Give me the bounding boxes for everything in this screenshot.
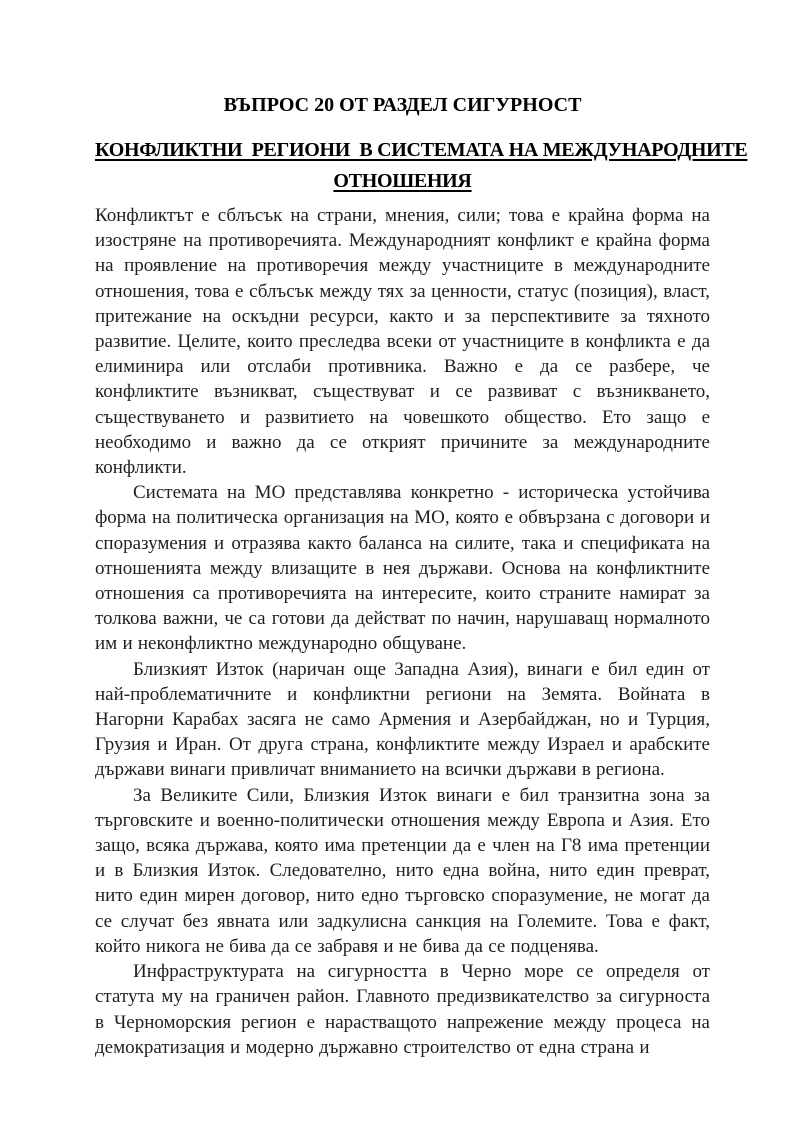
paragraph-middle-east: Близкият Изток (наричан още Западна Азия), винаги е бил един от най-проблематичните и конфликтни региони на Земята. Войната в Нагорни Карабах засяга не само Армения и Азербайджан, но и Турция, Грузия и Иран. От друга страна, конфликтите между Израел и арабските държави винаги привличат вниманието на всички държави в региона. <box>95 658 710 781</box>
paragraph-mo-system: Системата на МО представлява конкретно - историческа устойчива форма на политическа организация на МО, която е обвързана с договори и споразумения и отразява както баланса на силите, така и спецификата на отношенията между влизащите в нея държави. Основа на конфликтните отношения са противоречията на интересите, които страните намират за толкова важни, че са готови да действат по начин, нарушаващ нормалното им и неконфликтно международно общуване. <box>95 482 710 655</box>
document-heading-line2: ОТНОШЕНИЯ <box>333 170 472 192</box>
document-heading <box>95 135 748 197</box>
document-heading-line1: КОНФЛИКТНИ РЕГИОНИ В СИСТЕМАТА НА МЕЖДУНАРОДНИТЕ <box>95 139 748 161</box>
paragraph-black-sea-security: Инфраструктурата на сигурността в Черно море се определя от статута му на граничен район. Главното предизвикателство за сигурноста в Черноморския регион е нарастващото напрежение между процеса на демократизация и модерно държавно строителство от една страна и <box>95 961 710 1058</box>
paragraph-conflict-definition: Конфликтът е сблъсък на страни, мнения, сили; това е крайна форма на изостряне на противоречията. Международният конфликт е крайна форма на проявление на противоречия между участниците в международните отношения, това е сблъсък между тях за ценности, статус (позиция), власт, притежание на оскъдни ресурси, както и за перспективите за тяхното развитие. Целите, които преследва всеки от участниците в конфликта е да елиминира или отслаби противника. Важно е да се разбере, че конфликтите възникват, съществуват и се развиват с възникването, съществуването и развитието на човешкото общество. Ето защо е необходимо и важно да се открият причините за международните конфликти. <box>95 205 710 479</box>
paragraph-great-powers: За Великите Сили, Близкия Изток винаги е бил транзитна зона за търговските и военно-политически отношения между Европа и Азия. Ето защо, всяка държава, която има претенции да е член на Г8 има претенции и в Близкия Изток. Следователно, нито една война, нито един преврат, нито един мирен договор, нито едно търговско споразумение, не могат да се случат без явната или задкулисна санкция на Големите. Това е факт, който никога не бива да се забравя и не бива да се подценява. <box>95 784 710 957</box>
document-title: ВЪПРОС 20 ОТ РАЗДЕЛ СИГУРНОСТ <box>223 94 582 116</box>
